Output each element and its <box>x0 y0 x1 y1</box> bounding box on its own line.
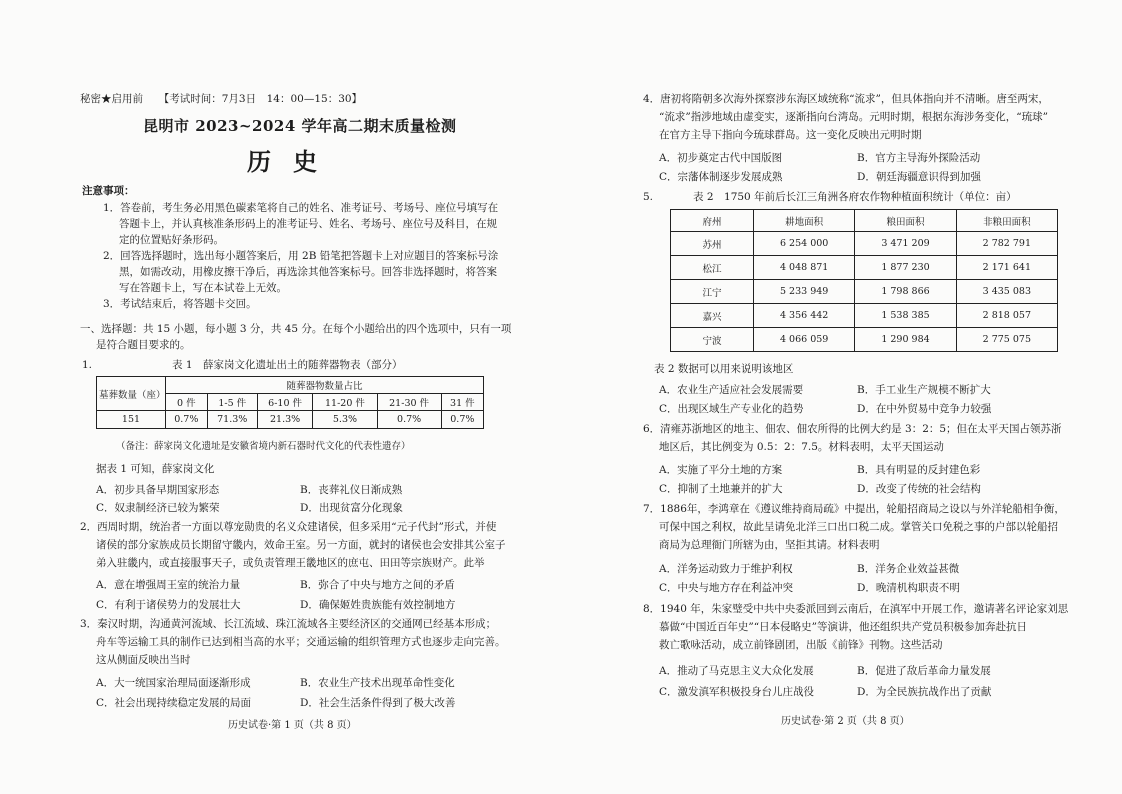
option-c: C．出现区域生产专业化的趋势 <box>659 403 804 415</box>
table-cell: 1 798 866 <box>855 280 956 304</box>
table-col-header: 31 件 <box>441 394 483 411</box>
option-b: B．丧葬礼仪日渐成熟 <box>300 484 403 496</box>
option-c: C．奴隶制经济已较为繁荣 <box>96 502 220 514</box>
option-c: C．抑制了土地兼并的扩大 <box>659 483 783 495</box>
table-note: （备注：薛家岗文化遗址是安徽省境内新石器时代文化的代表性遗存） <box>116 441 411 452</box>
table-cell: 3 471 209 <box>855 232 956 256</box>
notice-line: 定的位置贴好条形码。 <box>119 234 224 246</box>
table-cell: 宁波 <box>671 328 754 352</box>
table-col-header: 0 件 <box>166 394 208 411</box>
question-line: 弟入驻畿内，或直接服事天子，或负责管理王畿地区的庶屯、田田等宗族财产。此举 <box>96 557 485 569</box>
question-line: “流求”指涉地域由虚变实，逐渐指向台湾岛。元明时期，根据东海涉务变化，“琉球” <box>659 111 1048 123</box>
option-a: A．实施了平分土地的方案 <box>659 464 783 476</box>
option-d: D．朝廷海疆意识得到加强 <box>857 171 981 183</box>
option-b: B．官方主导海外探险活动 <box>857 152 981 164</box>
table-cell: 2 775 075 <box>956 328 1057 352</box>
notice-line: 2．回答选择题时，选出每小题答案后，用 2B 铅笔把答题卡上对应题目的答案标号涂 <box>103 250 499 262</box>
question-line: 救亡歌咏活动，成立前锋剧团，出版《前锋》刊物。这些活动 <box>659 639 943 651</box>
q1-table <box>96 376 484 429</box>
table-group-header: 随葬器物数量占比 <box>166 377 484 394</box>
option-a: A．大一统国家治理局面逐渐形成 <box>96 677 251 689</box>
notice-line: 写在答题卡上，写在本试卷上无效。 <box>119 282 287 294</box>
table-cell: 江宁 <box>671 280 754 304</box>
table-cell: 3 435 083 <box>956 280 1057 304</box>
question-line: 在官方主导下指向今琉球群岛。这一变化反映出元明时期 <box>659 129 922 141</box>
table-cell: 松江 <box>671 256 754 280</box>
question-line: 诸侯的部分家族成员长期留守畿内，效命王室。另一方面，就封的诸侯也会安排其公室子 <box>96 539 506 551</box>
question-line: 7．1886年，李鸿章在《遵议维持商局疏》中提出，轮船招商局之设以与外洋轮船相争衡， <box>643 503 1065 515</box>
question-line: 2．西周时期，统治者一方面以尊宠勋贵的名义众建诸侯，但多采用“元子代封”形式，并使 <box>80 521 497 533</box>
table-cell: 151 <box>97 411 166 429</box>
question-line: 4．唐初将隋朝多次海外探察涉东海区域统称“流求”，但具体指向并不清晰。唐至两宋， <box>643 93 1049 105</box>
option-b: B．促进了敌后革命力量发展 <box>857 665 991 677</box>
exam-title: 昆明市 2023~2024 学年高二期末质量检测 <box>143 117 457 135</box>
table-cell: 4 356 442 <box>754 304 855 328</box>
right-page <box>561 0 1122 794</box>
table-col-header: 6-10 件 <box>257 394 313 411</box>
question-stem: 据表 1 可知，薛家岗文化 <box>96 463 215 475</box>
notice-line: 1．答卷前，考生务必用黑色碳素笔将自己的姓名、准考证号、考场号、座位号填写在 <box>103 202 499 214</box>
option-d: D．确保姬姓贵族能有效控制地方 <box>300 599 456 611</box>
question-line: 舟车等运输工具的制作已达到相当高的水平；交通运输的组织管理方式也逐步走向完善。 <box>96 636 506 648</box>
question-line: 商局为总理衙门所辖为由，坚拒其请。材料表明 <box>659 539 880 551</box>
table-title: 表 1 薛家岗文化遗址出土的随葬器物表（部分） <box>172 359 403 371</box>
page-footer: 历史试卷·第 2 页（共 8 页） <box>781 716 910 727</box>
question-stem: 表 2 数据可以用来说明该地区 <box>654 363 794 375</box>
table-col-header: 耕地面积 <box>754 210 855 232</box>
table-col-header: 21-30 件 <box>377 394 441 411</box>
table-cell: 5 233 949 <box>754 280 855 304</box>
notice-line: 3．考试结束后，将答题卡交回。 <box>103 298 257 310</box>
option-b: B．具有明显的反封建色彩 <box>857 464 981 476</box>
section-heading: 一、选择题：共 15 小题，每小题 3 分，共 45 分。在每个小题给出的四个选项中，只有一项 <box>80 323 512 335</box>
table-cell: 1 290 984 <box>855 328 956 352</box>
option-d: D．在中外贸易中竞争力较强 <box>857 403 992 415</box>
option-a: A．意在增强周王室的统治力量 <box>96 579 241 591</box>
subject-title: 历史 <box>247 147 339 176</box>
table-cell: 2 782 791 <box>956 232 1057 256</box>
table-cell: 1 538 385 <box>855 304 956 328</box>
table-cell: 0.7% <box>166 411 208 429</box>
option-d: D．晚清机构职责不明 <box>857 582 960 594</box>
notice-heading: 注意事项： <box>82 185 135 197</box>
option-c: C．中央与地方存在利益冲突 <box>659 582 794 594</box>
option-c: C．有利于诸侯势力的发展壮大 <box>96 599 241 611</box>
option-b: B．手工业生产规模不断扩大 <box>857 384 991 396</box>
table-cell: 71.3% <box>207 411 257 429</box>
table-title: 表 2 1750 年前后长江三角洲各府农作物种植面积统计（单位：亩） <box>693 191 1017 203</box>
table-cell: 21.3% <box>257 411 313 429</box>
q5-table <box>670 209 1058 352</box>
option-d: D．社会生活条件得到了极大改善 <box>300 697 456 709</box>
section-heading-cont: 是符合题目要求的。 <box>96 339 191 351</box>
option-a: A．洋务运动致力于维护利权 <box>659 563 793 575</box>
option-a: A．初步具备早期国家形态 <box>96 484 220 496</box>
table-cell: 2 818 057 <box>956 304 1057 328</box>
table-cell: 5.3% <box>313 411 377 429</box>
option-b: B．洋务企业效益甚微 <box>857 563 960 575</box>
option-b: B．弥合了中央与地方之间的矛盾 <box>300 579 455 591</box>
table-cell: 2 171 641 <box>956 256 1057 280</box>
table-col-header: 1-5 件 <box>207 394 257 411</box>
page-footer: 历史试卷·第 1 页（共 8 页） <box>228 720 357 731</box>
option-c: C．社会出现持续稳定发展的局面 <box>96 697 252 709</box>
option-d: D．为全民族抗战作出了贡献 <box>857 686 992 698</box>
question-line: 3．秦汉时期，沟通黄河流域、长江流域、珠江流域各主要经济区的交通网已经基本形成； <box>80 618 497 630</box>
table-cell: 6 254 000 <box>754 232 855 256</box>
notice-line: 黑，如需改动，用橡皮擦干净后，再选涂其他答案标号。回答非选择题时，将答案 <box>119 266 497 278</box>
table-cell: 4 048 871 <box>754 256 855 280</box>
table-col-header: 粮田面积 <box>855 210 956 232</box>
table-row-header: 墓葬数量（座） <box>97 377 166 411</box>
option-d: D．出现贫富分化现象 <box>300 502 403 514</box>
table-cell: 0.7% <box>377 411 441 429</box>
option-a: A．推动了马克思主义大众化发展 <box>659 665 814 677</box>
option-c: C．宗藩体制逐步发展成熟 <box>659 171 783 183</box>
question-number: 5. <box>643 191 654 203</box>
option-c: C．激发滇军积极投身台儿庄战役 <box>659 686 815 698</box>
notice-line: 答题卡上，并认真核准条形码上的准考证号、姓名、考场号、座位号及科目，在规 <box>119 218 497 230</box>
question-line: 慕做“中国近百年史”“日本侵略史”等演讲，他还组织共产党员积极参加奔赴抗日 <box>659 621 1027 633</box>
option-d: D．改变了传统的社会结构 <box>857 483 981 495</box>
table-cell: 1 877 230 <box>855 256 956 280</box>
question-line: 可保中国之利权，故此呈请免北洋三口出口税二成。掌管关口免税之事的户部以轮船招 <box>659 521 1058 533</box>
option-b: B．农业生产技术出现革命性变化 <box>300 677 455 689</box>
question-line: 这从侧面反映出当时 <box>96 654 191 666</box>
option-a: A．农业生产适应社会发展需要 <box>659 384 804 396</box>
table-cell: 0.7% <box>441 411 483 429</box>
question-line: 6．清雍苏浙地区的地主、佃农、佃农所得的比例大约是 3：2：5；但在太平天国占领苏浙 <box>643 423 1062 435</box>
question-line: 地区后，其比例变为 0.5：2：7.5。材料表明，太平天国运动 <box>659 441 944 453</box>
table-cell: 苏州 <box>671 232 754 256</box>
question-number: 1. <box>82 359 93 371</box>
table-col-header: 府州 <box>671 210 754 232</box>
table-col-header: 11-20 件 <box>313 394 377 411</box>
table-cell: 4 066 059 <box>754 328 855 352</box>
exam-header-line: 秘密★启用前 【考试时间：7月3日 14：00—15：30】 <box>80 93 363 105</box>
option-a: A．初步奠定古代中国版图 <box>659 152 783 164</box>
table-cell: 嘉兴 <box>671 304 754 328</box>
question-line: 8．1940 年，朱家璧受中共中央委派回到云南后，在滇军中开展工作，邀请著名评论家刘思 <box>643 603 1069 615</box>
table-col-header: 非粮田面积 <box>956 210 1057 232</box>
